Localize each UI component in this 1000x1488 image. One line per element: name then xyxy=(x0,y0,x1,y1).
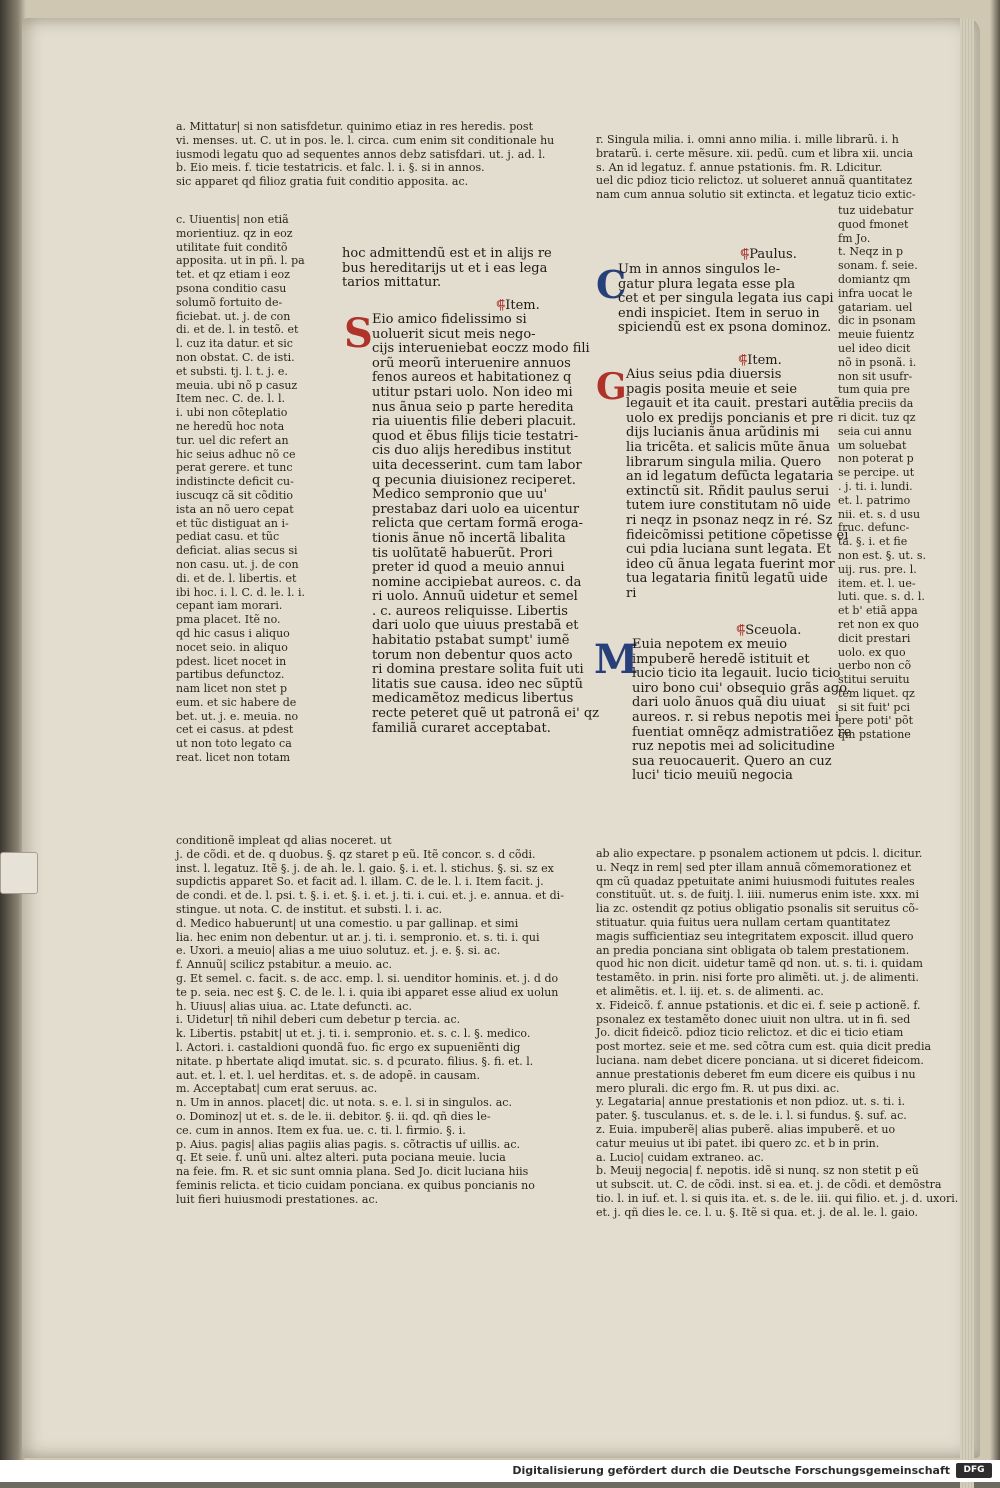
text-line: cis duo alijs heredibus institut xyxy=(372,443,572,459)
gloss-line: seia cui annu xyxy=(838,424,912,438)
gloss-line: meuie fuientz xyxy=(838,328,915,342)
text-line: recte peteret quẽ ut patronã ei' qz xyxy=(372,706,600,722)
text-line: orũ meorũ interuenire annuos xyxy=(372,355,571,371)
rubric-item-2: ⸿Item. xyxy=(738,353,782,368)
text-line: fuentiat omnẽqz admistratiõez re xyxy=(632,724,852,740)
gloss-line: ce. cum in annos. Item ex fua. ue. c. ti. l. firmio. §. i. xyxy=(176,1123,466,1137)
gloss-line: nõ in psonã. i. xyxy=(838,355,917,369)
gloss-line: l. Actori. i. castaldioni quondã fuo. fic ergo ex supueniẽnti dig xyxy=(176,1040,521,1054)
text-line: uolo ex predijs poncianis et pre xyxy=(626,410,834,426)
gloss-line: j. de cõdi. et de. q duobus. §. qz staret p eũ. Itẽ concor. s. d cõdi. xyxy=(176,847,536,861)
gloss-line: r. Singula milia. i. omni anno milia. i. mille librarũ. i. h xyxy=(596,133,899,146)
gloss-left-side xyxy=(176,213,311,765)
gloss-line: luit fieri huiusmodi prestationes. ac. xyxy=(176,1192,379,1206)
rubric-item-1: ⸿Item. xyxy=(496,298,540,313)
text-line: lia tricẽta. et salicis mũte ãnua xyxy=(626,439,831,455)
text-line: aureos. r. si rebus nepotis mei i xyxy=(632,709,840,725)
text-line: legauit et ita cauit. prestari autẽ xyxy=(626,396,841,412)
gloss-line: s. An id legatuz. f. annue pstationis. fm. R. Ldicitur. xyxy=(596,160,883,174)
gloss-line: ista an nõ uero cepat xyxy=(176,502,294,516)
gloss-line: l. cuz ita datur. et sic xyxy=(176,337,293,351)
gloss-line: tem liquet. qz xyxy=(838,686,915,700)
text-line: lucio ticio ita legauit. lucio ticio xyxy=(632,666,841,682)
gloss-line: ut non toto legato ca xyxy=(176,737,292,751)
gloss-line: sic apparet qd filioz gratia fuit conditio apposita. ac. xyxy=(176,175,469,189)
gloss-line: item. et. l. ue- xyxy=(838,576,916,590)
gloss-line: tur. uel dic refert an xyxy=(176,433,289,447)
gloss-line: hic seius adhuc nõ ce xyxy=(176,447,296,461)
text-line: librarum singula milia. Quero xyxy=(626,454,822,470)
gloss-line: iuscuqz cã sit cõditio xyxy=(176,488,294,502)
page-fore-edge xyxy=(960,18,974,1488)
gloss-line: z. Euia. impuberẽ| alias puberẽ. alias impuberẽ. et uo xyxy=(596,1122,896,1136)
gloss-line: t. Neqz in p xyxy=(838,245,904,259)
gloss-line: di. et de. l. in testõ. et xyxy=(176,323,299,337)
gloss-line: dicit prestari xyxy=(838,631,911,645)
text-line: cui pdia luciana sunt legata. Et xyxy=(626,542,832,558)
gloss-line: iusmodi legatu quo ad sequentes annos debz satisfdari. ut. j. ad. l. xyxy=(176,147,546,161)
footer-credit: Digitalisierung gefördert durch die Deutsche Forschungsgemeinschaft xyxy=(512,1464,950,1477)
gloss-line: non est. §. ut. s. xyxy=(838,548,926,562)
text-line: tarios mittatur. xyxy=(342,275,442,291)
gloss-line: uerbo non cõ xyxy=(838,659,912,673)
gloss-line: aut. et. l. et. l. uel herditas. et. s. de adopẽ. in causam. xyxy=(176,1068,480,1082)
gloss-line: te p. seia. nec est §. C. de le. l. i. quia ibi apparet esse aliud ex uolun xyxy=(176,985,559,999)
gloss-line: nam licet non stet p xyxy=(176,682,288,696)
text-line: ri xyxy=(626,585,637,601)
gloss-line: feminis relicta. et ticio cuidam ponciana. ex quibus poncianis no xyxy=(176,1178,535,1192)
gloss-line: qd hic casus i aliquo xyxy=(176,626,290,640)
gloss-line: et. j. qñ dies le. ce. l. u. §. Itẽ si qua. et. j. de al. le. l. gaio. xyxy=(596,1205,919,1219)
gloss-line: utilitate fuit conditõ xyxy=(176,240,288,254)
gloss-line: non poterat p xyxy=(838,452,914,466)
gloss-line: lia. hec enim non debentur. ut ar. j. ti. i. sempronio. et. s. ti. i. qui xyxy=(176,930,540,944)
text-line: q pecunia diuisionez reciperet. xyxy=(372,472,576,488)
text-line: cijs interueniebat eoczz modo fili xyxy=(372,341,590,357)
text-line: dari uolo que uiuus prestabã et xyxy=(372,618,579,634)
gloss-line: cepant iam morari. xyxy=(176,599,283,613)
gloss-line: et substi. tj. l. t. j. e. xyxy=(176,364,288,378)
gloss-line: testamẽto. in prin. nisi forte pro alimẽti. ut. j. de alimenti. xyxy=(596,971,919,985)
page-clip xyxy=(0,852,38,894)
text-line: tua legataria finitũ legatũ uide xyxy=(626,571,828,587)
gloss-line: magis sufficientiaz seu integritatem exposcit. illud quero xyxy=(596,929,914,943)
gloss-line: a. Lucio| cuidam extraneo. ac. xyxy=(596,1150,764,1164)
text-line: dari uolo ãnuos quã diu uiuat xyxy=(632,695,826,711)
text-line: spiciendũ est ex psona dominoz. xyxy=(618,320,832,336)
gloss-line: p. Aius. pagis| alias pagiis alias pagis. s. cõtractis uf uillis. ac. xyxy=(176,1137,520,1151)
gloss-line: infra uocat le xyxy=(838,286,913,300)
gloss-line: gatariam. uel xyxy=(838,300,913,314)
text-line: an id legatum defũcta legataria xyxy=(626,469,834,485)
gloss-line: Item nec. C. de. l. l. xyxy=(176,392,286,406)
gloss-line: lia zc. ostendit qz potius obligatio psonalis sit seruitus cõ- xyxy=(596,902,919,916)
gloss-line: u. Neqz in rem| sed pter illam annuã cõmemorationez et xyxy=(596,860,912,874)
gloss-line: mero plurali. dic ergo fm. R. ut pus dixi. ac. xyxy=(596,1081,840,1095)
text-line: tutem iure constitutam nõ uide xyxy=(626,498,831,514)
gloss-line: meuia. ubi nõ p casuz xyxy=(176,378,298,392)
text-line: utitur pstari uolo. Non ideo mi xyxy=(372,384,573,400)
gloss-line: et b' etiã appa xyxy=(838,604,918,618)
gloss-line: x. Fideicõ. f. annue pstationis. et dic ei. f. seie p actionẽ. f. xyxy=(596,998,921,1012)
gloss-line: ibi hoc. i. l. C. d. le. l. i. xyxy=(176,585,306,599)
gloss-line: pediat casu. et tũc xyxy=(176,530,280,544)
text-line: ria uiuentis filie deberi placuit. xyxy=(372,414,577,430)
initial-s-red: S xyxy=(344,310,373,357)
gloss-line: luti. que. s. d. l. xyxy=(838,590,925,604)
gloss-line: et alimẽtis. et. l. iij. et. s. de alimenti. ac. xyxy=(596,984,824,998)
gloss-line: se percipe. ut xyxy=(838,466,915,480)
gloss-line: a. Mittatur| si non satisfdetur. quinimo etiaz in res heredis. post xyxy=(176,120,533,133)
gloss-line: tet. et qz etiam i eoz xyxy=(176,268,290,282)
gloss-line: n. Um in annos. placet| dic. ut nota. s. e. l. si in singulos. ac. xyxy=(176,1096,512,1110)
text-line: Eio amico fidelissimo si xyxy=(372,312,527,327)
gloss-line: qm cũ quadaz ppetuitate animi huiusmodi fuitutes reales xyxy=(596,874,915,888)
main-text-right-2 xyxy=(626,367,849,602)
gloss-line: inst. l. legatuz. Itẽ §. j. de ah. le. l. gaio. §. i. et. l. stichus. §. si. sz ex xyxy=(176,861,554,875)
text-line: ruz nepotis mei ad solicitudine xyxy=(632,739,835,755)
gloss-line: c. Uiuentis| non etiã xyxy=(176,213,289,226)
gloss-line: uel dic pdioz ticio relictoz. ut solueret annuã quantitatez xyxy=(596,174,913,188)
gloss-line: si sit fuit' pci xyxy=(838,700,911,714)
gloss-line: solumõ fortuito de- xyxy=(176,295,283,309)
gloss-line: fruc. defunc- xyxy=(838,521,910,535)
text-line: ri uolo. Annuũ uidetur et semel xyxy=(372,589,578,605)
footer-bar xyxy=(0,1460,1000,1482)
gloss-line: nitate. p hbertate aliqd imutat. sic. s. d pcurato. filius. §. fi. et. l. xyxy=(176,1054,534,1068)
initial-m-blue: M xyxy=(594,636,639,683)
text-line: Euia nepotem ex meuio xyxy=(632,637,788,652)
gloss-line: stingue. ut nota. C. de institut. et substi. l. i. ac. xyxy=(176,902,443,916)
gloss-line: cet ei casus. at pdest xyxy=(176,723,294,737)
gloss-left-top xyxy=(176,120,556,189)
gloss-line: indistincte deficit cu- xyxy=(176,475,294,489)
gloss-line: i. Uidetur| tñ nihil deberi cum debetur p tercia. ac. xyxy=(176,1013,461,1027)
gloss-line: ut subscit. ut. C. de cõdi. inst. si ea. et. j. de cõdi. et demõstra xyxy=(596,1178,942,1192)
gloss-line: e. Uxori. a meuio| alias a me uiuo solutuz. et. j. e. §. si. ac. xyxy=(176,944,501,958)
gloss-line: perat gerere. et tunc xyxy=(176,461,293,475)
gloss-line: ta. §. i. et fie xyxy=(838,535,908,549)
text-line: uita decesserint. cum tam labor xyxy=(372,457,582,473)
initial-g-red: G xyxy=(596,366,627,408)
gloss-line: uolo. ex quo xyxy=(838,645,906,659)
text-line: familiã curaret acceptabat. xyxy=(372,720,551,736)
gloss-line: y. Legataria| annue prestationis et non pdioz. ut. s. ti. i. xyxy=(596,1095,906,1109)
text-line: fenos aureos et habitationez q xyxy=(372,370,572,386)
gloss-line: non sit usufr- xyxy=(838,369,913,383)
gloss-right-top xyxy=(596,133,936,202)
gloss-line: um soluebat xyxy=(838,438,907,452)
gloss-line: ficiebat. ut. j. de con xyxy=(176,309,291,323)
gloss-line: qm pstatione xyxy=(838,728,911,742)
text-line: ideo cũ ãnua legata fuerint mor xyxy=(626,556,835,572)
gloss-line: b. Meuij negocia| f. nepotis. idẽ si nunq. sz non stetit p eũ xyxy=(596,1164,919,1178)
gloss-line: constituũt. ut. s. de fuitj. l. iiii. numerus enim iste. xxx. mi xyxy=(596,888,919,902)
gloss-line: o. Dominoz| ut et. s. de le. ii. debitor. §. ii. qd. qñ dies le- xyxy=(176,1109,491,1123)
gloss-line: ri dicit. tuz qz xyxy=(838,410,916,424)
gloss-line: quod hic non dicit. uidetur tamẽ qd non. ut. s. ti. i. quidam xyxy=(596,957,923,971)
gloss-line: pater. §. tusculanus. et. s. de le. i. l. si fundus. §. suf. ac. xyxy=(596,1109,907,1123)
gloss-line: annue prestationis deberet fm eum dicere eis quibus i nu xyxy=(596,1067,916,1081)
gloss-line: tuz uidebatur xyxy=(838,204,914,217)
gloss-line: stituatur. quia fuitus uera nullam certam quantitatez xyxy=(596,915,891,929)
gloss-line: reat. licet non totam xyxy=(176,751,291,765)
gloss-line: de condi. et de. l. psi. t. §. i. et. §. i. et. j. ti. i. cui. et. j. e. annua. et di- xyxy=(176,889,564,903)
gloss-line: ret non ex quo xyxy=(838,617,919,631)
text-line: ri neqz in psonaz neqz in ré. Sz xyxy=(626,512,833,528)
gloss-line: et tũc distiguat an i- xyxy=(176,516,289,530)
text-line: medicamẽtoz medicus libertus xyxy=(372,691,574,707)
text-line: luci' ticio meuiũ negocia xyxy=(632,768,793,784)
main-text-right-3 xyxy=(632,637,852,784)
gloss-line: uij. rus. pre. l. xyxy=(838,562,917,576)
gloss-line: supdictis apparet So. et facit ad. l. illam. C. de le. l. i. Item facit. j. xyxy=(176,875,544,889)
gloss-line: apposita. ut in pñ. l. pa xyxy=(176,254,305,268)
gloss-line: pere poti' põt xyxy=(838,714,914,728)
gloss-line: psona conditio casu xyxy=(176,281,287,295)
gloss-line: d. Medico habuerunt| ut una comestio. u par gallinap. et simi xyxy=(176,916,519,930)
main-text-left-2 xyxy=(372,312,600,736)
gloss-line: di. et de. l. libertis. et xyxy=(176,571,297,585)
gloss-line: stitui seruitu xyxy=(838,673,910,687)
text-line: endi inspiciet. Item in seruo in xyxy=(618,305,820,321)
gloss-line: bet. ut. j. e. meuia. no xyxy=(176,709,299,723)
gloss-line: bratarũ. i. certe mẽsure. xii. pedũ. cum et libra xii. uncia xyxy=(596,146,914,160)
gloss-line: pma placet. Itẽ no. xyxy=(176,613,281,627)
gloss-line: uel ideo dicit xyxy=(838,341,911,355)
text-line: ri domina prestare solita fuit uti xyxy=(372,662,584,678)
text-line: preter id quod a meuio annui xyxy=(372,560,565,576)
gloss-line: . j. ti. i. lundi. xyxy=(838,479,913,493)
text-line: impuberẽ heredẽ istituit et xyxy=(632,651,810,667)
text-line: litatis sue causa. ideo nec sũptũ xyxy=(372,676,584,692)
gloss-line: tum quia pre xyxy=(838,383,910,397)
gloss-line: nii. et. s. d usu xyxy=(838,507,921,521)
gloss-line: dic in psonam xyxy=(838,314,916,328)
gloss-line: conditionẽ impleat qd alias noceret. ut xyxy=(176,834,392,847)
gloss-line: morientiuz. qz in eoz xyxy=(176,226,293,240)
gloss-line: i. ubi non cõteplatio xyxy=(176,406,288,420)
gloss-line: tio. l. in iuf. et. l. si quis ita. et. s. de le. iii. qui filio. et. j. d. uxori. xyxy=(596,1191,959,1205)
gloss-line: b. Eio meis. f. ticie testatricis. et falc. l. i. §. si in annos. xyxy=(176,161,485,175)
text-line: . c. aureos reliquisse. Libertis xyxy=(372,603,568,619)
gloss-line: f. Annuũ| scilicz pstabitur. a meuio. ac. xyxy=(176,958,392,972)
gloss-line: eum. et sic habere de xyxy=(176,695,297,709)
gloss-right-side xyxy=(838,204,948,742)
text-line: relicta que certam formã eroga- xyxy=(372,516,584,532)
text-line: extinctũ sit. Rñdit paulus serui xyxy=(626,483,829,499)
gloss-line: partibus defunctoz. xyxy=(176,668,285,682)
text-line: tis uolũtatẽ habuerũt. Prori xyxy=(372,545,553,561)
gloss-line: nocet seio. in aliquo xyxy=(176,640,288,654)
gloss-line: ab alio expectare. p psonalem actionem ut pdcis. l. dicitur. xyxy=(596,847,923,860)
gloss-line: g. Et semel. c. facit. s. de acc. emp. l. si. uenditor hominis. et. j. d do xyxy=(176,971,559,985)
text-line: uiro bono cui' obsequio grãs ago. xyxy=(632,680,851,696)
gloss-line: et. l. patrimo xyxy=(838,493,911,507)
text-line: uoluerit sicut meis nego- xyxy=(372,326,536,342)
gloss-line: h. Uiuus| alias uiua. ac. Ltate defuncti. ac. xyxy=(176,999,412,1013)
text-line: bus hereditarijs ut et i eas lega xyxy=(342,260,548,276)
gloss-line: ne heredũ hoc nota xyxy=(176,419,285,433)
text-line: nomine accipiebat aureos. c. da xyxy=(372,574,582,590)
text-line: sua reuocauerit. Quero an cuz xyxy=(632,753,832,769)
text-line: Um in annos singulos le- xyxy=(618,262,781,277)
text-line: fideicõmissi petitione cõpetisse ei xyxy=(626,527,849,543)
gloss-line: fm Jo. xyxy=(838,231,871,245)
main-text-right-1 xyxy=(618,262,834,336)
rubric-sceuola: ⸿Sceuola. xyxy=(736,623,802,638)
gloss-line: deficiat. alias secus si xyxy=(176,544,298,558)
gloss-line: psonalez ex testamẽto donec uiuit non ultra. ut in fi. sed xyxy=(596,1012,911,1026)
dfg-logo: DFG xyxy=(956,1463,992,1478)
text-line: nus ãnua seio p parte heredita xyxy=(372,399,574,415)
gloss-line: q. Et seie. f. unũ uni. altez alteri. puta pociana meuie. lucia xyxy=(176,1151,506,1165)
text-line: torum non debentur quos acto xyxy=(372,647,573,663)
gloss-line: Jo. dicit fideicõ. pdioz ticio relictoz. et dic ei ticio etiam xyxy=(596,1026,904,1040)
text-line: dijs lucianis ãnua arũdinis mi xyxy=(626,425,820,441)
gloss-line: non obstat. C. de isti. xyxy=(176,350,295,364)
text-line: habitatio pstabat sumpt' iumẽ xyxy=(372,633,570,649)
gloss-line: dia preciis da xyxy=(838,397,914,411)
gloss-line: vi. menses. ut. C. ut in pos. le. l. circa. cum enim sit conditionale hu xyxy=(176,133,555,147)
gloss-line: post mortez. seie et me. sed cõtra cum est. quia dicit predia xyxy=(596,1040,932,1054)
gloss-line: domiantz qm xyxy=(838,272,911,286)
text-line: Medico sempronio que uu' xyxy=(372,487,548,503)
text-line: tionis ãnue nõ incertã libalita xyxy=(372,530,566,546)
gloss-line: m. Acceptabat| cum erat seruus. ac. xyxy=(176,1082,378,1096)
gloss-line: k. Libertis. pstabit| ut et. j. ti. i. sempronio. et. s. c. l. §. medico. xyxy=(176,1027,531,1041)
main-text-left-1 xyxy=(342,247,562,291)
rubric-paulus: ⸿Paulus. xyxy=(740,247,797,262)
gloss-line: sonam. f. seie. xyxy=(838,259,918,273)
gloss-line: na feie. fm. R. et sic sunt omnia plana. Sed Jo. dicit luciana hiis xyxy=(176,1165,529,1179)
text-line: quod et ẽbus filijs ticie testatri- xyxy=(372,428,579,444)
gloss-line: catur meuius ut ibi patet. ibi quero zc. et b in prin. xyxy=(596,1136,880,1150)
gloss-line: non casu. ut. j. de con xyxy=(176,557,299,571)
text-line: pagis posita meuie et seie xyxy=(626,381,798,397)
gloss-right-bottom xyxy=(596,847,959,1220)
text-line: cet et per singula legata ius capi xyxy=(618,291,834,307)
text-line: gatur plura legata esse pla xyxy=(618,276,796,292)
text-line: Aius seius pdia diuersis xyxy=(626,367,782,382)
gloss-line: pdest. licet nocet in xyxy=(176,654,287,668)
initial-c-blue: C xyxy=(596,262,627,307)
gloss-left-bottom xyxy=(176,834,564,1207)
gloss-line: an predia ponciana sint obligata ob talem prestationem. xyxy=(596,943,910,957)
text-line: prestabaz dari uolo ea uicentur xyxy=(372,501,580,517)
gloss-line: nam cum annua solutio sit extincta. et legatuz ticio extic- xyxy=(596,188,916,202)
text-line: hoc admittendũ est et in alijs re xyxy=(342,246,552,261)
gloss-line: quod fmonet xyxy=(838,217,909,231)
gloss-line: luciana. nam debet dicere ponciana. ut si diceret fideicom. xyxy=(596,1053,924,1067)
